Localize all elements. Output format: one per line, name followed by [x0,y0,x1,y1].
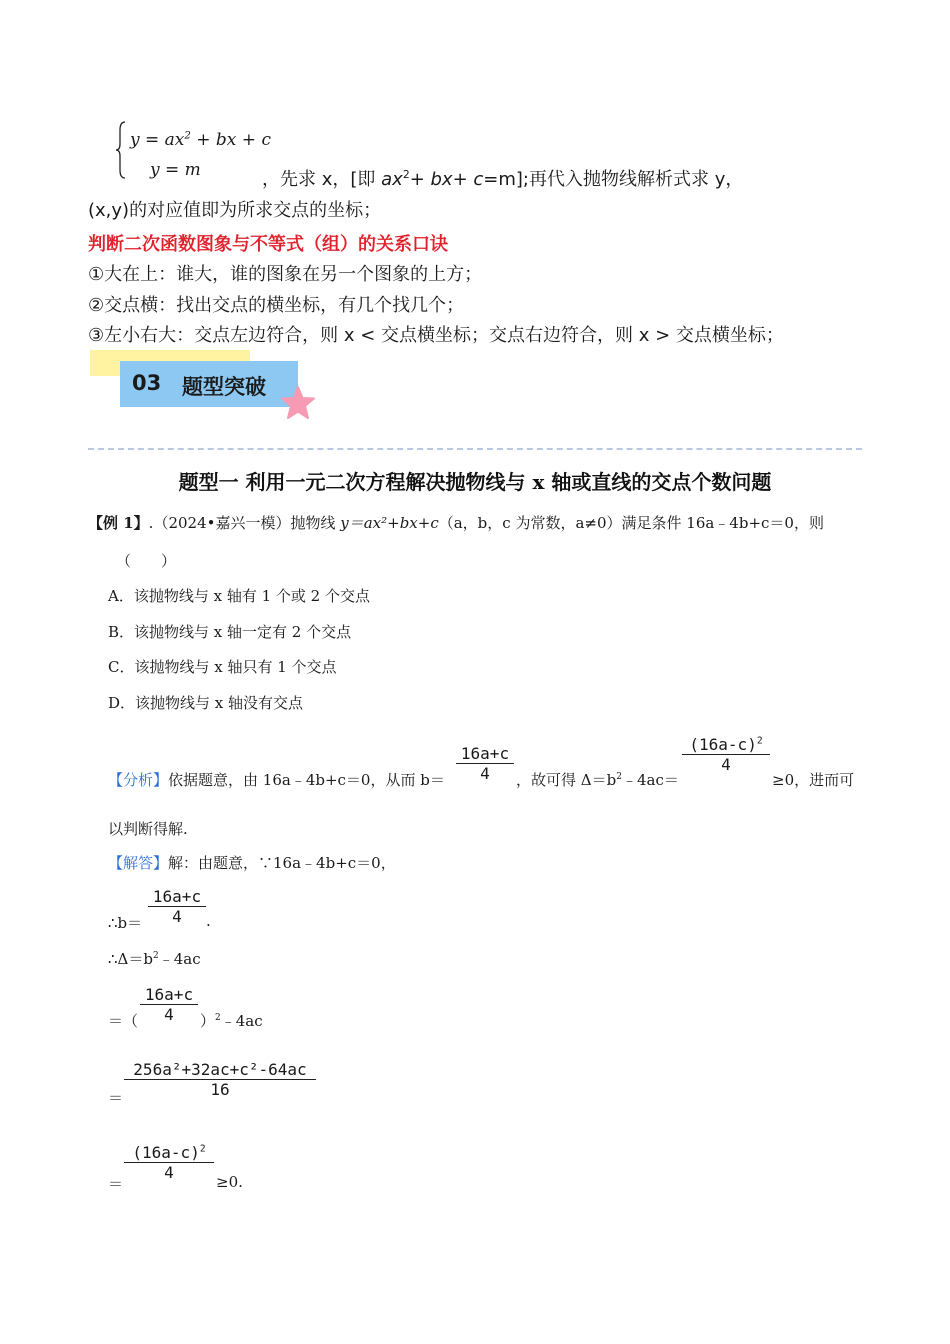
option-c: C．该抛物线与 x 轴只有 1 个交点 [108,658,337,676]
analysis-line-2: ，故可得 $\Delta=b^2﹣4ac=$ [516,771,679,789]
option-b: B．该抛物线与 x 轴一定有 2 个交点 [108,623,352,641]
rule-title: 判断二次函数图象与不等式（组）的关系口诀 [88,234,448,255]
answer-step-3-pre: ＝（ [108,1012,139,1030]
answer-step-2: $\therefore\Delta=b^2﹣4ac$ [108,950,201,968]
answer-step-5-post: ≥0. [216,1173,243,1191]
answer-step-5-fraction: $(16a-c)^2$ 4 [124,1143,214,1182]
system-line-1: $y = ax^2$ + bx + c [130,130,271,150]
rule-2: ②交点横：找出交点的横坐标，有几个找几个； [88,295,465,316]
rule-3: ③左小右大：交点左边符合，则 x < 交点横坐标；交点右边符合，则 x > 交点横坐标； [88,325,784,346]
brace-icon [116,120,126,180]
analysis-line-3: ≥0，进而可 [772,771,855,789]
answer-step-4-pre: ＝ [108,1089,124,1107]
dashed-divider [88,448,862,450]
analysis-line: 【分析】依据题意，由 16a﹣4b+c＝0，从而 b＝ [108,771,445,789]
system-brace [116,120,126,180]
analysis-cont: 以判断得解. [108,820,188,838]
star-icon [280,386,316,420]
answer-line: 【解答】解：由题意，∵16a﹣4b+c＝0， [108,854,396,872]
type-heading: 题型一 利用一元二次方程解决抛物线与 x 轴或直线的交点个数问题 [178,470,772,494]
section-title: 题型突破 [182,375,266,399]
system-line-2: y = m [150,160,201,180]
analysis-fraction-2: $(16a-c)^2$ 4 [682,735,770,774]
answer-step-1-fraction: 16a+c 4 [148,887,206,926]
example-blank: （ ） [116,552,177,570]
answer-step-5-pre: ＝ [108,1175,124,1193]
answer-step-4-fraction: 256a²+32ac+c²-64ac 16 [124,1060,316,1099]
rule-1: ①大在上：谁大，谁的图象在另一个图象的上方； [88,264,483,285]
answer-step-3-post: ）$^2$﹣4ac [200,1012,263,1030]
analysis-fraction-1: 16a+c 4 [456,744,514,783]
answer-step-1-post: . [206,912,211,930]
system-explanation: ，先求 x，[即 $ax^2+ bx+ c=m$];再代入抛物线解析式求 y， [262,168,744,190]
coord-line: (x,y)的对应值即为所求交点的坐标； [88,200,382,221]
option-a: A．该抛物线与 x 轴有 1 个或 2 个交点 [108,587,370,605]
answer-step-3-fraction: 16a+c 4 [140,985,198,1024]
section-banner [88,350,328,422]
section-number: 03 [132,371,162,395]
option-d: D．该抛物线与 x 轴没有交点 [108,694,304,712]
answer-step-1-pre: ∴b＝ [108,914,143,932]
example-line: 【例 1】.（2024•嘉兴一模）抛物线 y＝ax²+bx+c（a，b，c 为常数，a≠0）满足条件 16a﹣4b+c＝0，则 [88,514,824,532]
